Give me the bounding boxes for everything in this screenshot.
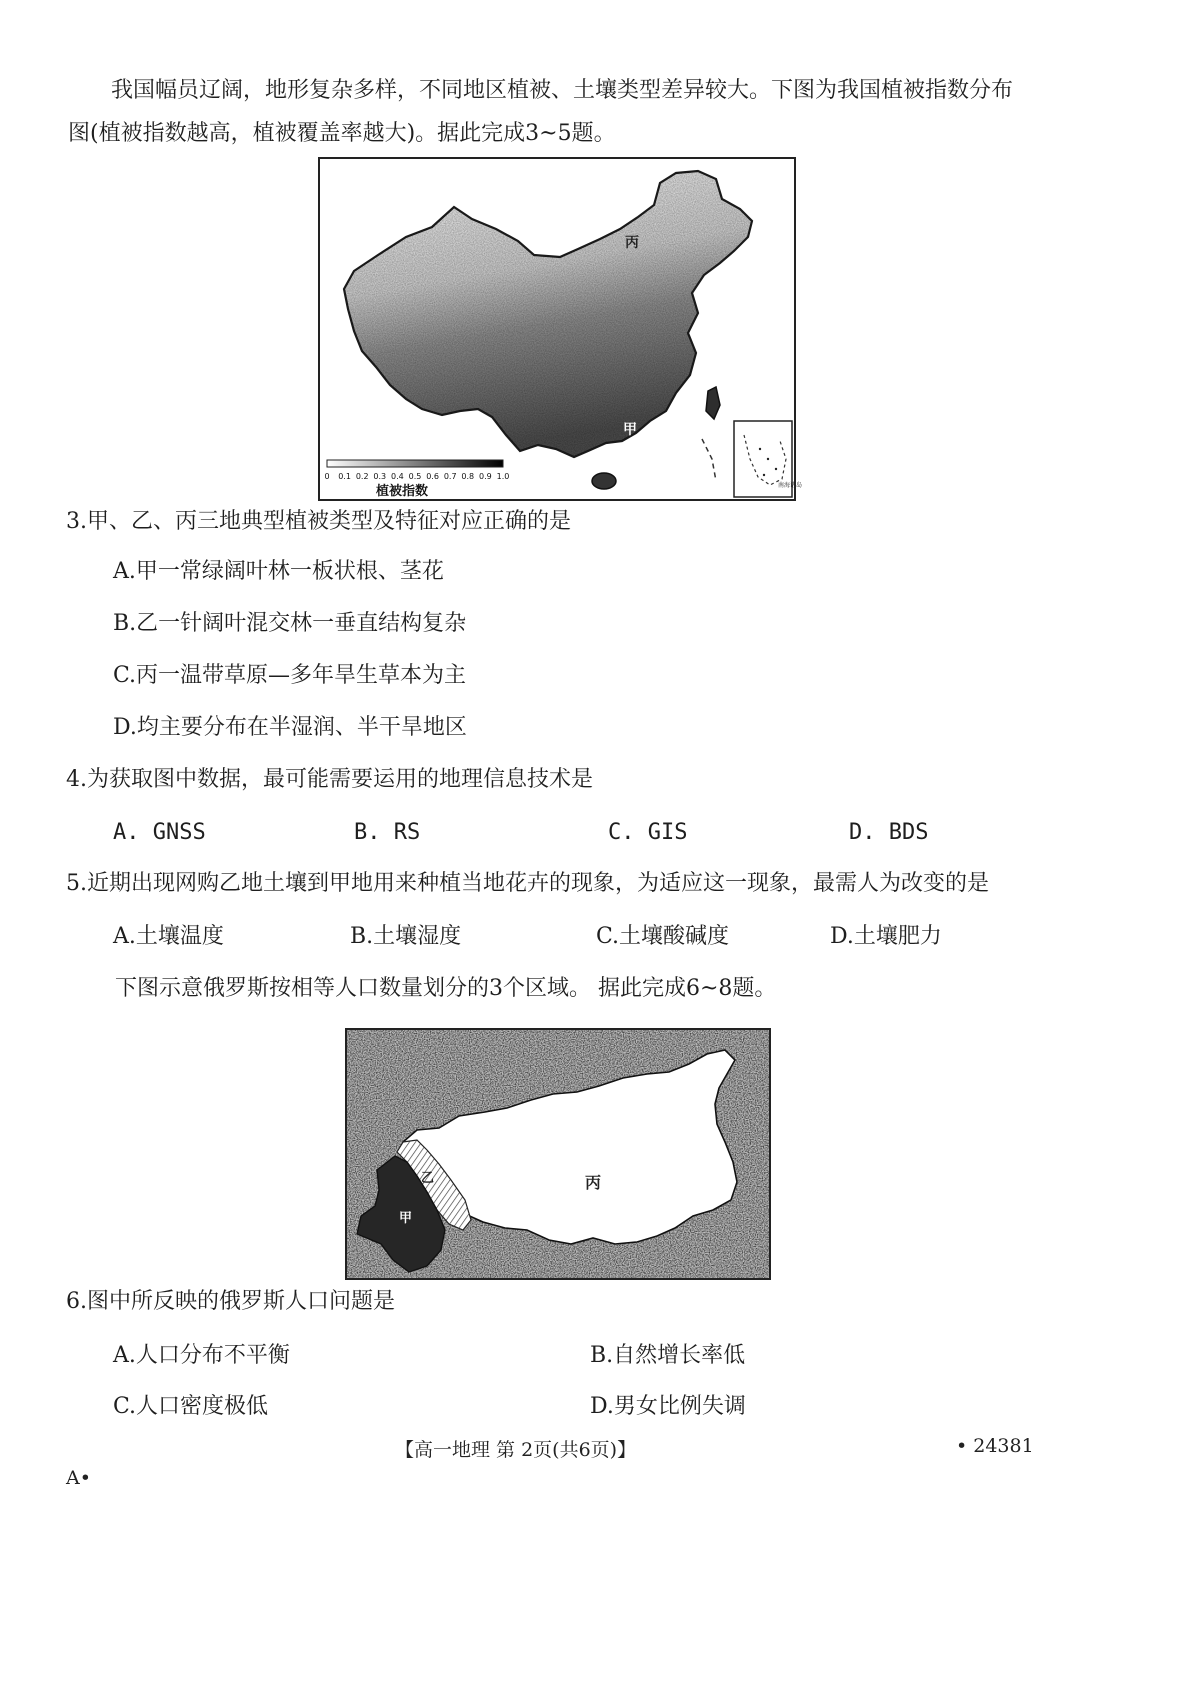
label-jia-russia: 甲 <box>399 1211 413 1226</box>
legend-tick-label: 1.0 <box>496 472 510 481</box>
q5-option-b: B.土壤湿度 <box>350 924 462 949</box>
intro-line-1: 我国幅员辽阔，地形复杂多样，不同地区植被、土壤类型差异较大。下图为我国植被指数分布 <box>111 78 1014 103</box>
q3-option-d: D.均主要分布在半湿润、半干旱地区 <box>113 715 467 740</box>
south-china-sea-inset <box>734 421 802 497</box>
q4-option-d: D. BDS <box>849 820 929 845</box>
label-bing: 丙 <box>625 235 639 251</box>
vegetation-index-map-svg <box>320 159 803 499</box>
vegetation-index-map <box>318 157 803 501</box>
q3-option-c: C.丙一温带草原—多年旱生草本为主 <box>113 663 467 688</box>
q4-option-c: C. GIS <box>608 820 688 845</box>
footer-version: A• <box>66 1467 91 1489</box>
label-yi-russia: 乙 <box>421 1171 435 1186</box>
q6-option-a: A.人口分布不平衡 <box>113 1343 290 1368</box>
q3-stem: 3.甲、乙、丙三地典型植被类型及特征对应正确的是 <box>66 509 571 534</box>
legend-tick-label: 0.2 <box>355 472 369 481</box>
china-texture <box>344 171 752 457</box>
legend-ticks <box>324 472 509 481</box>
q4-option-a: A. GNSS <box>113 820 206 845</box>
q6-option-c: C.人口密度极低 <box>113 1394 269 1419</box>
legend-tick-label: 0.5 <box>408 472 422 481</box>
q5-stem: 5.近期出现网购乙地土壤到甲地用来种植当地花卉的现象，为适应这一现象，最需人为改变的是 <box>66 871 989 896</box>
russia-population-map-svg <box>347 1030 769 1278</box>
legend-tick-label: 0.8 <box>461 472 475 481</box>
legend-tick-label: 0.3 <box>373 472 387 481</box>
footer-code: • 24381 <box>956 1435 1034 1457</box>
q3-option-a: A.甲一常绿阔叶林一板状根、茎花 <box>113 559 444 584</box>
legend-tick-label: 0.9 <box>479 472 492 481</box>
q5-option-c: C.土壤酸碱度 <box>596 924 730 949</box>
label-bing-russia: 丙 <box>585 1173 602 1192</box>
q3-option-b: B.乙一针阔叶混交林一垂直结构复杂 <box>113 611 467 636</box>
q4-option-b: B. RS <box>354 820 421 845</box>
hainan-island <box>592 473 616 489</box>
legend-tick-label: 0.7 <box>443 472 457 481</box>
q5-option-a: A.土壤温度 <box>113 924 224 949</box>
q6-option-d: D.男女比例失调 <box>590 1394 746 1419</box>
inset-label: 南海诸岛 <box>778 482 803 489</box>
q6-option-b: B.自然增长率低 <box>590 1343 746 1368</box>
legend-tick-label: 0.1 <box>338 472 351 481</box>
q6-stem: 6.图中所反映的俄罗斯人口问题是 <box>66 1289 395 1314</box>
maritime-boundary <box>702 439 716 481</box>
footer-page-info: 【高一地理 第 2页(共6页)】 <box>395 1439 637 1461</box>
label-jia: 甲 <box>623 422 637 438</box>
taiwan-island <box>706 387 720 419</box>
vegetation-legend <box>324 460 509 499</box>
q5-option-d: D.土壤肥力 <box>830 924 942 949</box>
russia-population-map <box>345 1028 771 1280</box>
legend-tick-label: 0.6 <box>426 472 439 481</box>
legend-title: 植被指数 <box>376 484 429 499</box>
intro-line-2: 图(植被指数越高，植被覆盖率越大)。据此完成3~5题。 <box>68 121 616 146</box>
intro2-line: 下图示意俄罗斯按相等人口数量划分的3个区域。 据此完成6~8题。 <box>115 976 777 1001</box>
legend-tick-label: 0 <box>324 472 330 481</box>
q4-stem: 4.为获取图中数据，最可能需要运用的地理信息技术是 <box>66 767 593 792</box>
legend-tick-label: 0.4 <box>391 472 404 481</box>
